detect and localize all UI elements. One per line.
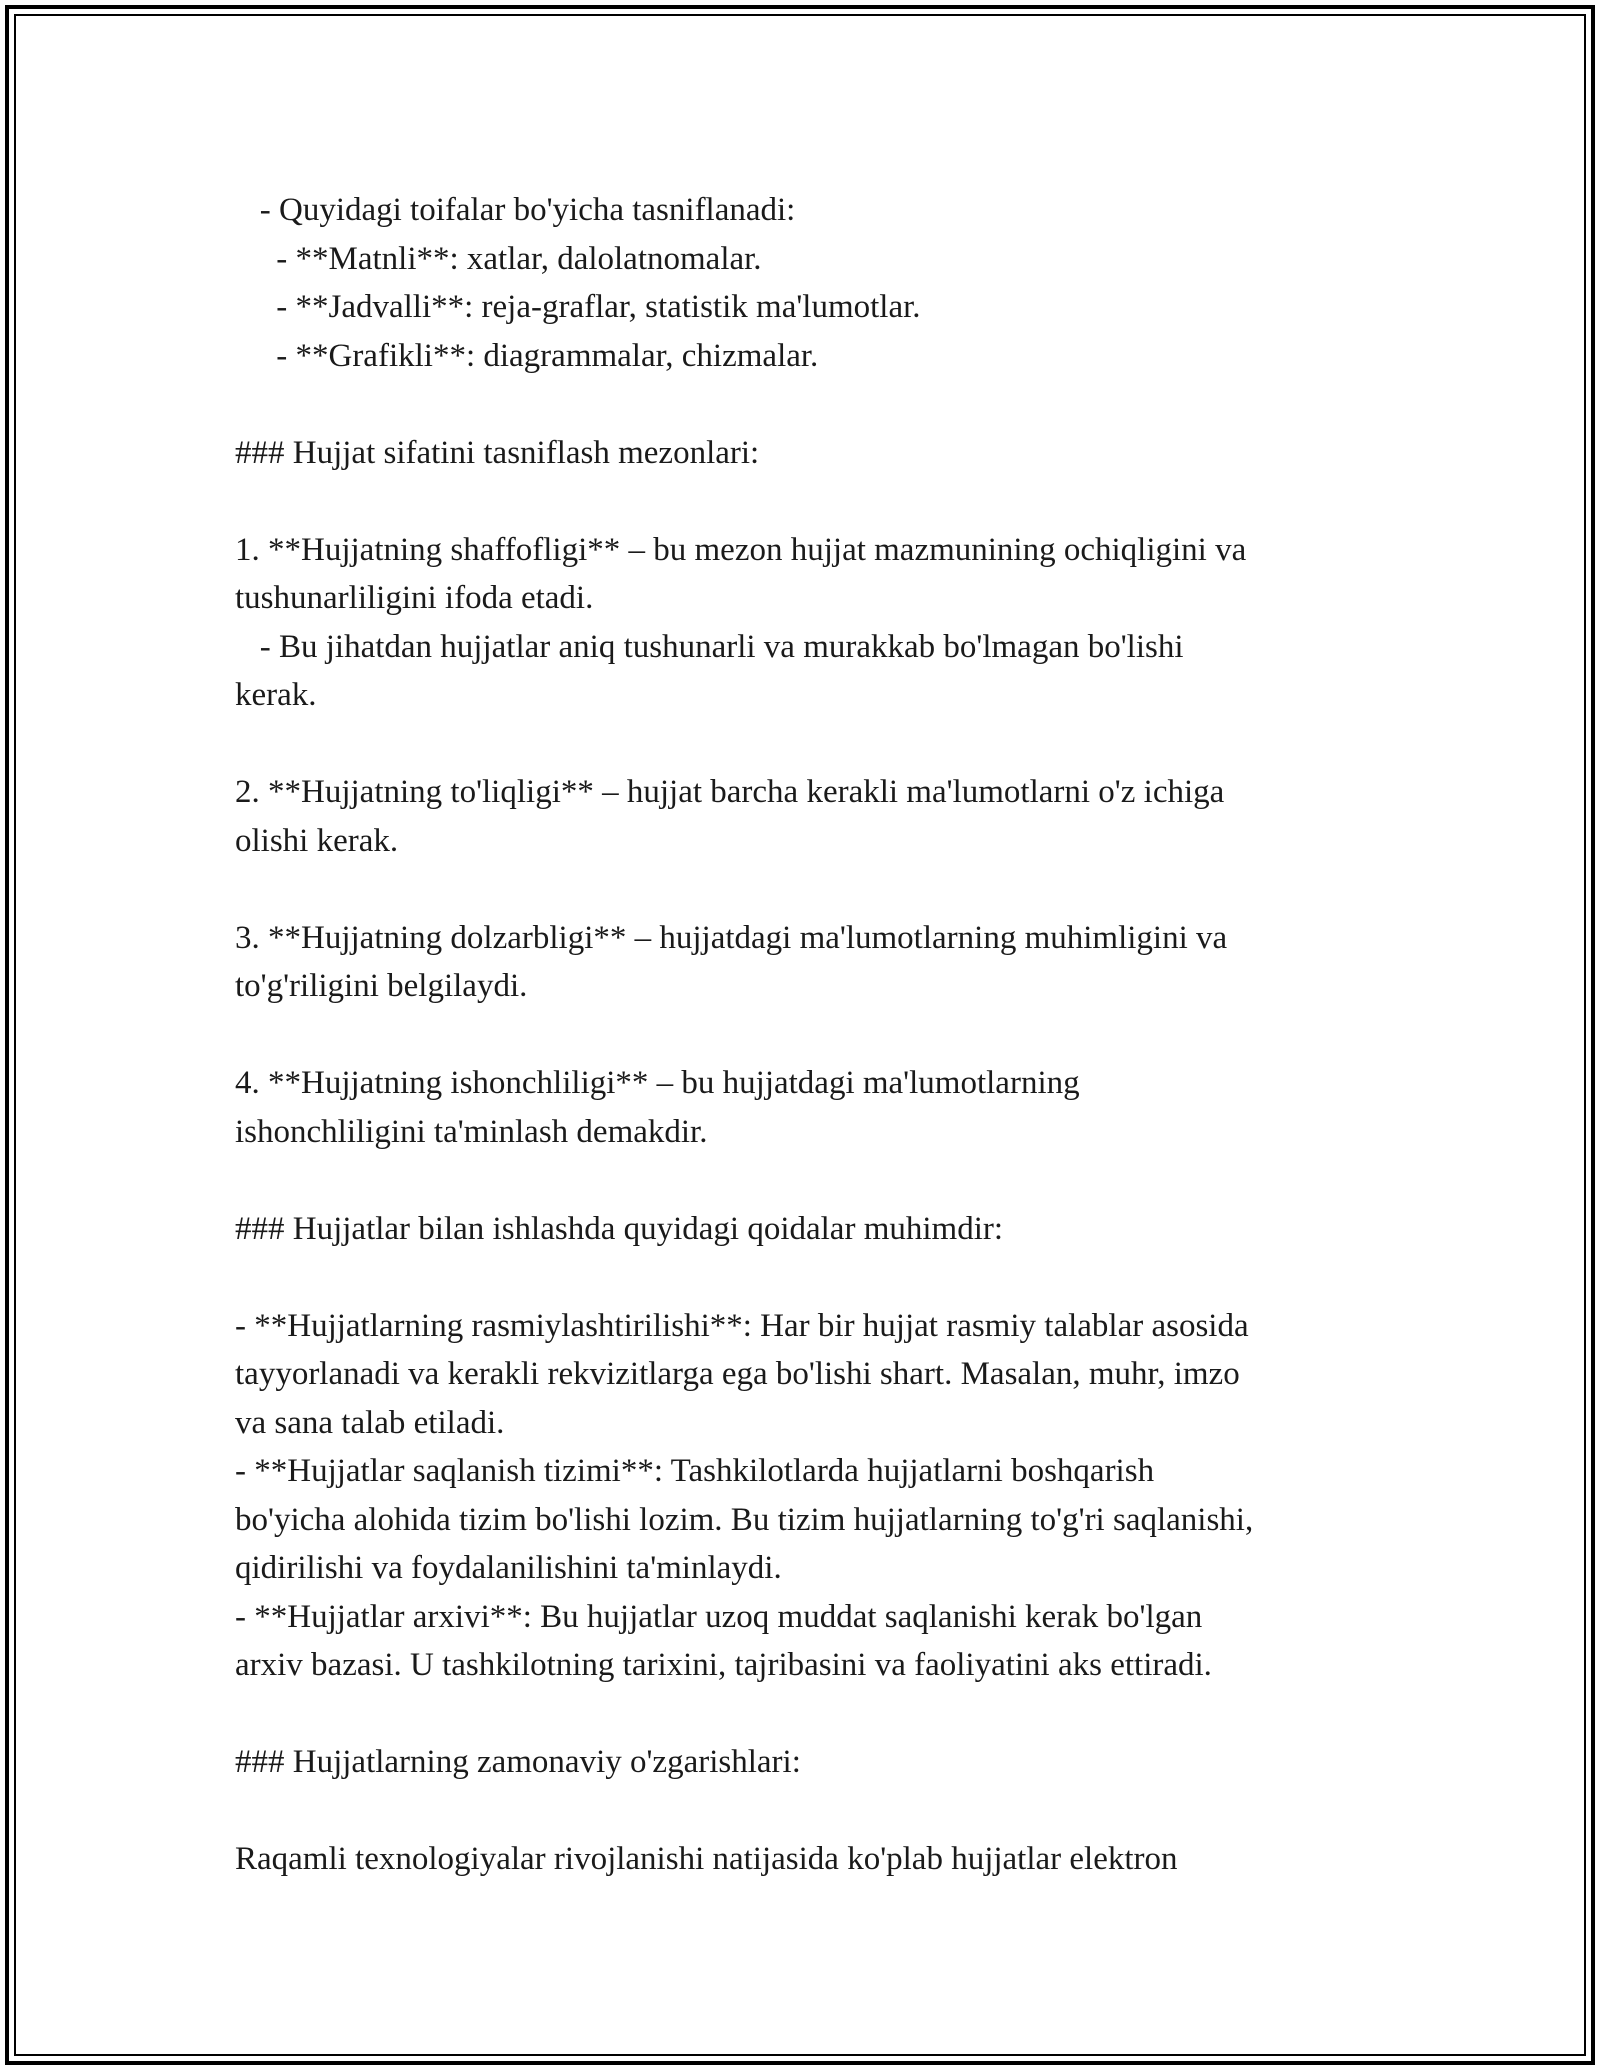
- paragraph-gap: [235, 865, 1395, 914]
- paragraph-gap: [235, 1011, 1395, 1060]
- section-heading: ### Hujjatlar bilan ishlashda quyidagi qoidalar muhimdir:: [235, 1210, 1004, 1247]
- list-item: - **Grafikli**: diagrammalar, chizmalar.: [235, 337, 819, 374]
- paragraph-gap: [235, 720, 1395, 769]
- paragraph-line: - **Hujjatlarning rasmiylashtirilishi**: Har bir hujjat rasmiy talablar asosida: [235, 1307, 1249, 1344]
- paragraph-line: arxiv bazasi. U tashkilotning tarixini, tajribasini va faoliyatini aks ettiradi.: [235, 1647, 1212, 1683]
- document-body: [235, 186, 1395, 1884]
- paragraph-gap: [235, 1156, 1395, 1205]
- list-item: - **Matnli**: xatlar, dalolatnomalar.: [235, 240, 762, 277]
- paragraph-line: - **Hujjatlar saqlanish tizimi**: Tashkilotlarda hujjatlarni boshqarish: [235, 1453, 1155, 1489]
- paragraph-line: - Bu jihatdan hujjatlar aniq tushunarli va murakkab bo'lmagan bo'lishi: [235, 628, 1184, 665]
- paragraph-line: tayyorlanadi va kerakli rekvizitlarga ega bo'lishi shart. Masalan, muhr, imzo: [235, 1356, 1240, 1392]
- paragraph-gap: [235, 380, 1395, 429]
- paragraph-line: va sana talab etiladi.: [235, 1404, 505, 1441]
- paragraph-line: olishi kerak.: [235, 822, 399, 859]
- paragraph-line: 2. **Hujjatning to'liqligi** – hujjat barcha kerakli ma'lumotlarni o'z ichiga: [235, 774, 1225, 810]
- paragraph-gap: [235, 1690, 1395, 1739]
- paragraph-line: bo'yicha alohida tizim bo'lishi lozim. Bu tizim hujjatlarning to'g'ri saqlanishi,: [235, 1501, 1254, 1538]
- paragraph-line: Raqamli texnologiyalar rivojlanishi natijasida ko'plab hujjatlar elektron: [235, 1841, 1178, 1877]
- paragraph-line: - **Hujjatlar arxivi**: Bu hujjatlar uzoq muddat saqlanishi kerak bo'lgan: [235, 1598, 1203, 1635]
- paragraph-gap: [235, 1253, 1395, 1302]
- paragraph-line: qidirilishi va foydalanilishini ta'minlaydi.: [235, 1550, 782, 1586]
- paragraph-line: ishonchliligini ta'minlash demakdir.: [235, 1113, 708, 1150]
- paragraph-line: kerak.: [235, 677, 317, 713]
- paragraph-line: 3. **Hujjatning dolzarbligi** – hujjatdagi ma'lumotlarning muhimligini va: [235, 919, 1228, 956]
- list-item: - Quyidagi toifalar bo'yicha tasniflanadi:: [235, 192, 796, 228]
- paragraph-line: to'g'riligini belgilaydi.: [235, 968, 528, 1004]
- section-heading: ### Hujjat sifatini tasniflash mezonlari:: [235, 434, 760, 471]
- list-item: - **Jadvalli**: reja-graflar, statistik ma'lumotlar.: [235, 289, 921, 325]
- paragraph-gap: [235, 1787, 1395, 1836]
- paragraph-line: 1. **Hujjatning shaffofligi** – bu mezon hujjat mazmunining ochiqligini va: [235, 531, 1247, 568]
- paragraph-gap: [235, 477, 1395, 526]
- paragraph-line: 4. **Hujjatning ishonchliligi** – bu hujjatdagi ma'lumotlarning: [235, 1065, 1080, 1101]
- paragraph-line: tushunarliligini ifoda etadi.: [235, 580, 594, 616]
- section-heading: ### Hujjatlarning zamonaviy o'zgarishlari:: [235, 1744, 801, 1780]
